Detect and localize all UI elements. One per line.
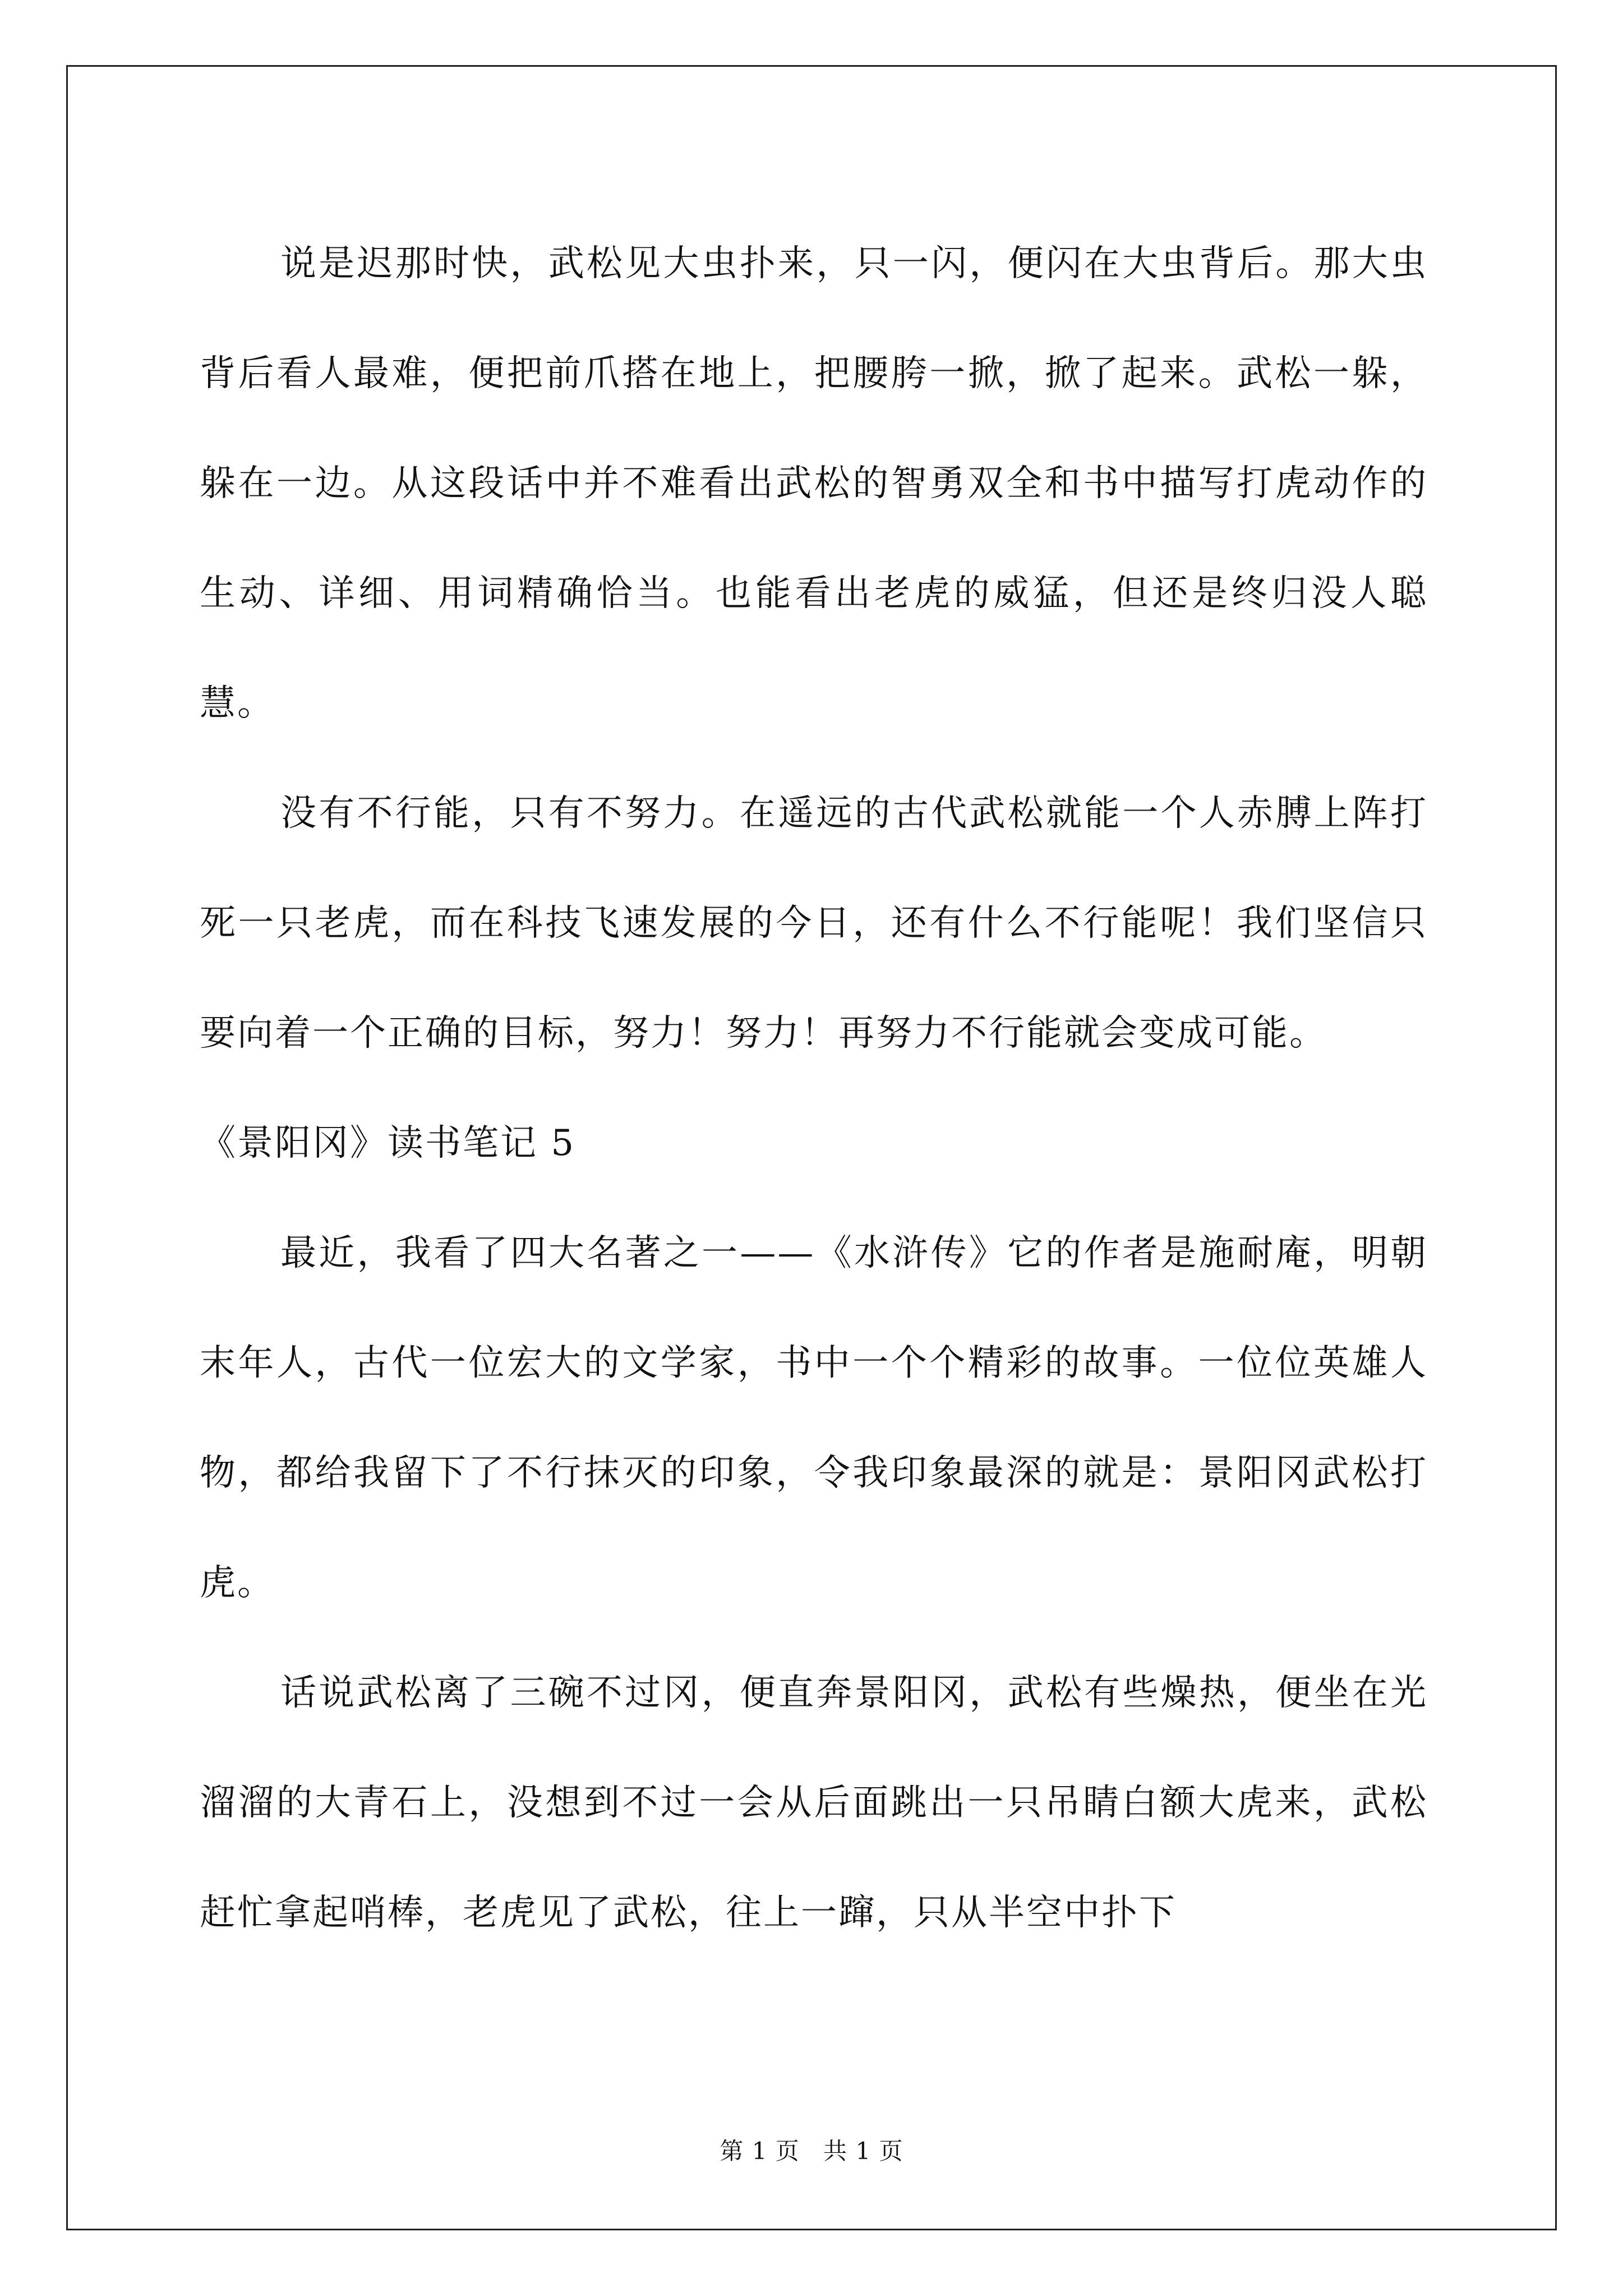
page-number-total: 共 1 页 (823, 2137, 903, 2165)
document-body (200, 209, 1428, 1968)
paragraph-2: 没有不行能，只有不努力。在遥远的古代武松就能一个人赤膊上阵打死一只老虎，而在科技飞速发展的今日，还有什么不行能呢！我们坚信只要向着一个正确的目标，努力！努力！再努力不行能就会变成可能。 (200, 793, 1428, 1054)
page-footer (0, 2133, 1623, 2166)
paragraph-3: 最近，我看了四大名著之一——《水浒传》它的作者是施耐庵，明朝末年人，古代一位宏大的文学家，书中一个个精彩的故事。一位位英雄人物，都给我留下了不行抹灭的印象，令我印象最深的就是：景阳冈武松打虎。 (200, 1232, 1428, 1604)
paragraph-1: 说是迟那时快，武松见大虫扑来，只一闪，便闪在大虫背后。那大虫背后看人最难，便把前爪搭在地上，把腰胯一掀，掀了起来。武松一躲，躲在一边。从这段话中并不难看出武松的智勇双全和书中描写打虎动作的生动、详细、用词精确恰当。也能看出老虎的威猛，但还是终归没人聪慧。 (200, 243, 1428, 724)
section-heading: 《景阳冈》读书笔记 5 (200, 1122, 576, 1164)
page-number-current: 第 1 页 (720, 2137, 800, 2165)
paragraph-4: 话说武松离了三碗不过冈，便直奔景阳冈，武松有些燥热，便坐在光溜溜的大青石上，没想到不过一会从后面跳出一只吊睛白额大虎来，武松赶忙拿起哨棒，老虎见了武松，往上一蹿，只从半空中扑下 (200, 1672, 1428, 1934)
